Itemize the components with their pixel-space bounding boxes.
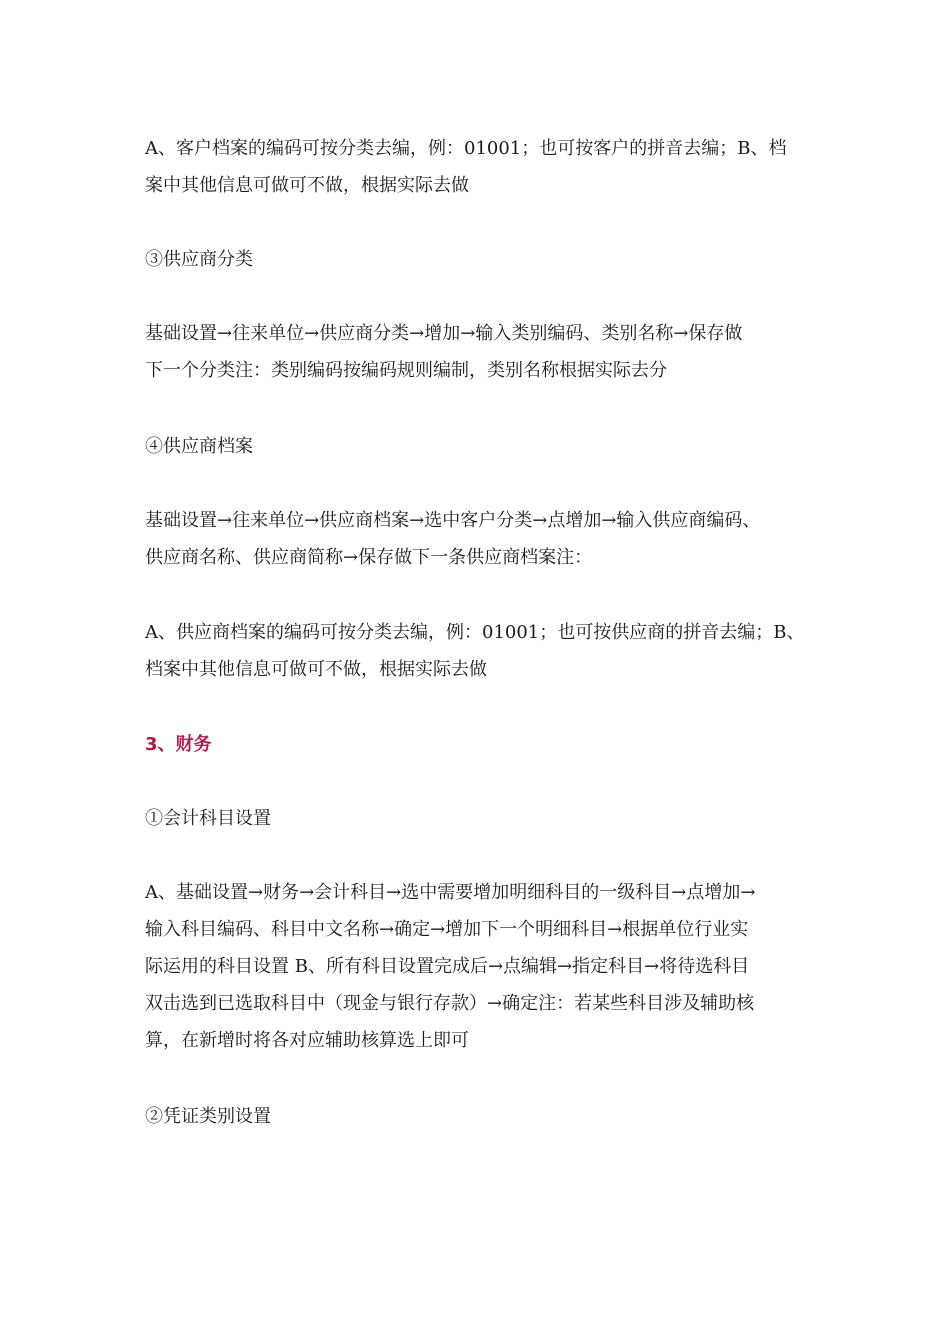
section-heading: ②凭证类别设置 (145, 1106, 271, 1127)
supplier-category-heading (145, 241, 835, 278)
supplier-category-steps (145, 315, 835, 389)
section-heading: ④供应商档案 (145, 436, 253, 457)
supplier-archive-note (145, 614, 835, 688)
paragraph-line: 供应商名称、供应商简称→保存做下一条供应商档案注： (145, 547, 593, 568)
account-subject-steps (145, 874, 835, 1059)
section-heading: ③供应商分类 (145, 249, 253, 270)
paragraph-line: 档案中其他信息可做可不做，根据实际去做 (145, 659, 487, 680)
customer-archive-note (145, 130, 835, 204)
paragraph-line: 际运用的科目设置 B、所有科目设置完成后→点编辑→指定科目→将待选科目 (145, 956, 750, 977)
paragraph-line: 基础设置→往来单位→供应商分类→增加→输入类别编码、类别名称→保存做 (145, 323, 743, 344)
section-heading: 3、财务 (145, 734, 212, 755)
supplier-archive-heading (145, 428, 835, 465)
finance-heading (145, 726, 835, 763)
paragraph-line: 案中其他信息可做可不做，根据实际去做 (145, 175, 469, 196)
paragraph-line: 下一个分类注：类别编码按编码规则编制，类别名称根据实际去分 (145, 360, 667, 381)
paragraph-line: 基础设置→往来单位→供应商档案→选中客户分类→点增加→输入供应商编码、 (145, 510, 761, 531)
voucher-type-heading (145, 1098, 835, 1135)
paragraph-line: A、基础设置→财务→会计科目→选中需要增加明细科目的一级科目→点增加→ (145, 882, 756, 903)
account-subject-heading (145, 800, 835, 837)
paragraph-line: A、供应商档案的编码可按分类去编，例：01001；也可按供应商的拼音去编；B、 (145, 622, 805, 643)
paragraph-line: A、客户档案的编码可按分类去编，例：01001；也可按客户的拼音去编；B、档 (145, 138, 787, 159)
paragraph-line: 输入科目编码、科目中文名称→确定→增加下一个明细科目→根据单位行业实 (145, 919, 749, 940)
supplier-archive-steps (145, 502, 835, 576)
paragraph-line: 算，在新增时将各对应辅助核算选上即可 (145, 1030, 469, 1051)
section-heading: ①会计科目设置 (145, 808, 271, 829)
paragraph-line: 双击选到已选取科目中（现金与银行存款）→确定注：若某些科目涉及辅助核 (145, 993, 755, 1014)
